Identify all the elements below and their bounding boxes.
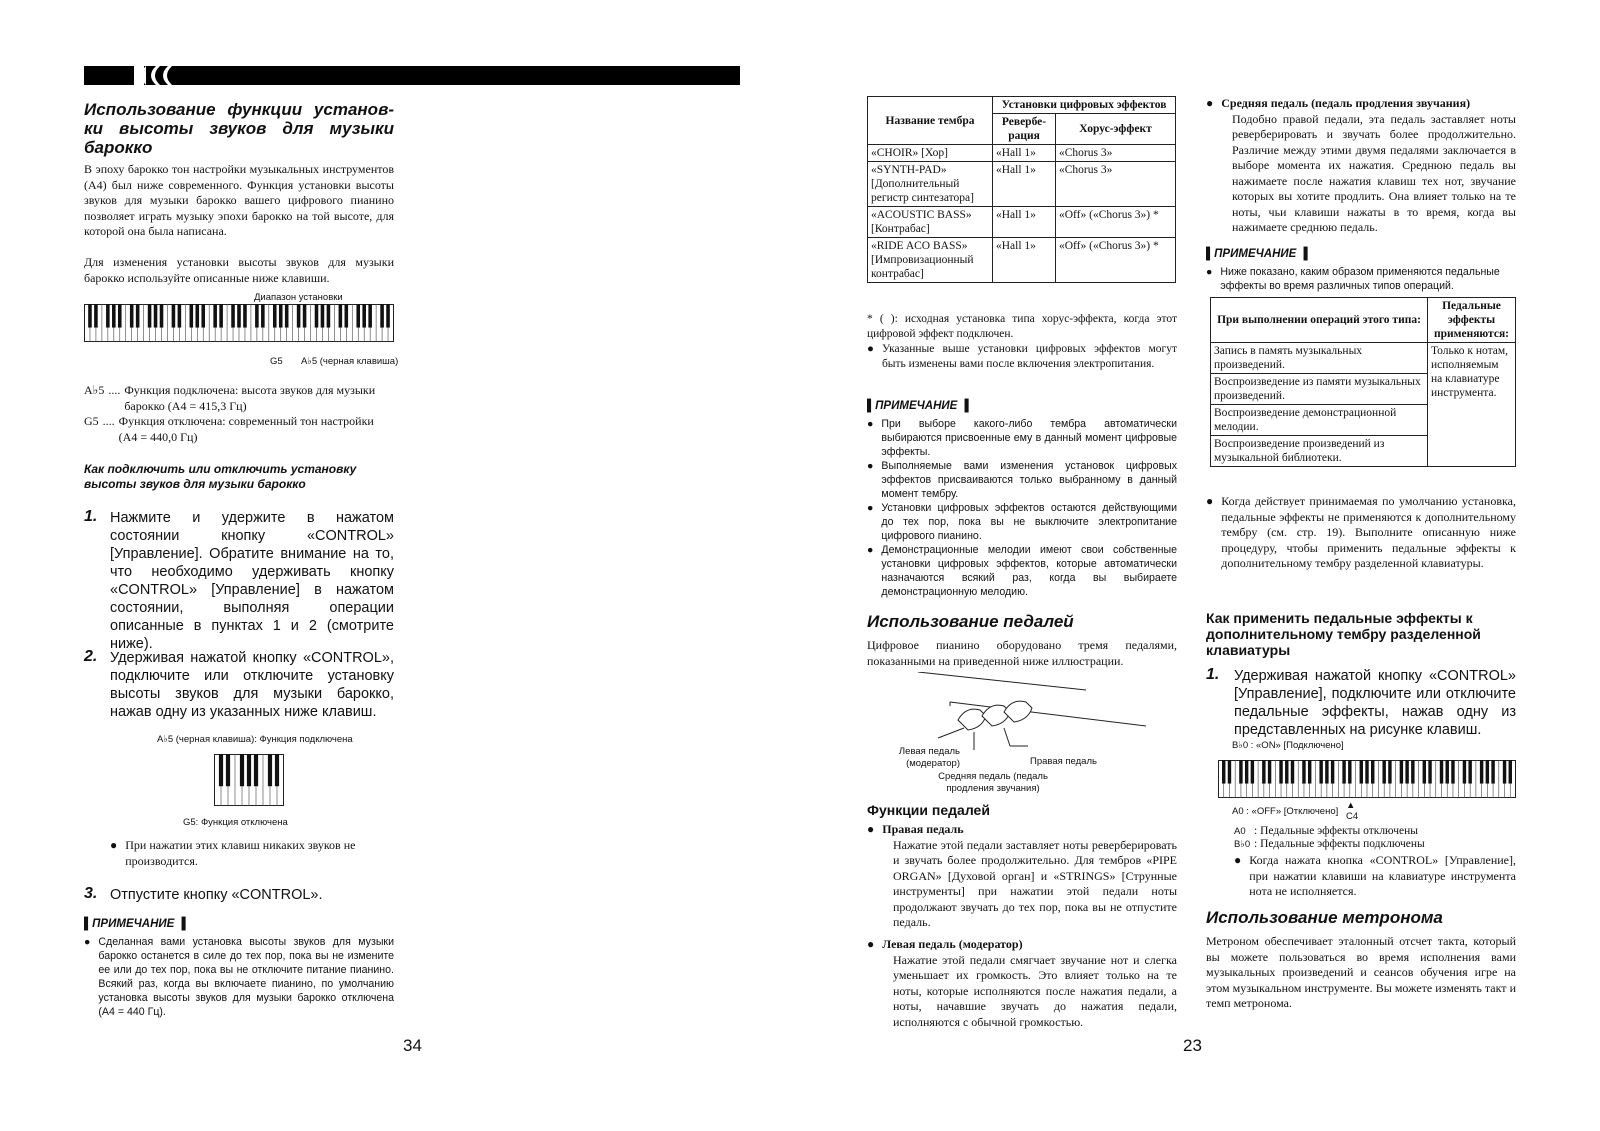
kb1-left-label: G5 bbox=[270, 356, 283, 367]
kb1-caption: Диапазон установки bbox=[254, 292, 343, 303]
kb3-c4-label: ▲ C4 bbox=[1346, 800, 1359, 822]
effects-table bbox=[867, 96, 1176, 283]
right-pedal-block: ● Правая педаль Нажатие этой педали заставляет ноты реверберировать и звучать более продолжительно. Для тембров «PIPE ORGAN» [Духовой орган] и «STRINGS» [Струнные инструменты] при нажатии этой педали ноты продолжают звучать до тех пор, пока вы не отпустите педаль. bbox=[867, 822, 1177, 929]
def-g5-key: G5 bbox=[84, 414, 99, 428]
def-g5-text: Функция отключена: современный тон настройки (А4 = 440,0 Гц) bbox=[118, 414, 374, 444]
right-step1-text: Удерживая нажатой кнопку «CONTROL» [Управление], подключите или отключите педальные эффекты, нажав одну из представленных на рисунке клавиш. bbox=[1234, 668, 1516, 738]
def-aflat5-text: Функция подключена: высота звуков для музыки барокко (А4 = 415,3 Гц) bbox=[124, 383, 376, 413]
effects-col-rev: Ревербе-рация bbox=[993, 114, 1056, 145]
header-bar-graphic bbox=[84, 66, 740, 85]
baroque-heading-line-2: ки высоты звуков для музыки bbox=[84, 119, 394, 138]
effects-col-name: Название тембра bbox=[868, 97, 993, 145]
kb2-bottom-label: G5: Функция отключена bbox=[183, 817, 288, 828]
baroque-heading-line-1: Использование функции установ- bbox=[84, 100, 394, 119]
metronome-text: Метроном обеспечивает эталонный отсчет такта, который вы можете пользоваться во время исполнения вами музыкальных произведений и сеансов обучения игре на этом музыкальном инструменте. Вы можете изменять такт и темп метронома. bbox=[1206, 934, 1516, 1010]
kb3-off-label: A0 : «OFF» [Отключено] bbox=[1232, 806, 1339, 817]
table-row: Воспроизведение из памяти музыкальных произведений. bbox=[1211, 374, 1516, 405]
effects-col-chorus: Хорус-эффект bbox=[1056, 114, 1176, 145]
effects-col-group: Установки цифровых эффектов bbox=[993, 97, 1176, 114]
kb2-bullet: ● При нажатии этих клавиш никаких звуков не производится. bbox=[110, 838, 356, 868]
mid-note-item: ● Установки цифровых эффектов остаются действующими до тех пор, пока вы не выключите электропитание цифрового пианино. bbox=[867, 502, 1177, 542]
left-note-1: ● Сделанная вами установка высоты звуков для музыки барокко останется в силе до тех пор, пока вы не измените ее или до тех пор, пока вы не отключите питание пианино. Всякий раз, когда вы включаете пианино, по умолчанию установка высоты звуков для музыки барокко отключена (А4 = 440 Гц). bbox=[84, 936, 394, 1018]
effects-table-wrap bbox=[867, 96, 1176, 283]
left-pedal-title: Левая педаль (модератор) bbox=[882, 937, 1023, 951]
step3-number: 3. bbox=[84, 885, 98, 902]
step2-text: Удерживая нажатой кнопку «CONTROL», подключите или отключите установку высоты звуков для музыки барокко, нажав одну из указанных ниже клавиш. bbox=[110, 650, 394, 720]
right-pedal-title: Правая педаль bbox=[882, 822, 964, 836]
mid-notes bbox=[867, 417, 1177, 599]
pedal-left-label: Левая педаль (модератор) bbox=[898, 746, 960, 769]
table-row: «RIDE ACO BASS» [Импровизационный контрабас] «Hall 1» «Off» («Chorus 3») * bbox=[868, 238, 1176, 283]
bullet-dot: ● bbox=[110, 838, 118, 852]
metronome-heading: Использование метронома bbox=[1206, 908, 1443, 927]
func-heading: Функции педалей bbox=[867, 802, 990, 818]
right-bullet-2: ● Когда действует принимаемая по умолчанию установка, педальные эффекты не применяются к дополнительному тембру (см. стр. 19). Выполните описанную ниже процедуру, чтобы применить педальные эффекты к дополнительному тембру разделенной клавиатуры. bbox=[1206, 494, 1516, 570]
table-row: Воспроизведение демонстрационной мелодии. bbox=[1211, 405, 1516, 436]
left-note-heading: ▌ПРИМЕЧАНИЕ ▐ bbox=[84, 918, 186, 930]
step1-text: Нажмите и удержите в нажатом состоянии кнопку «CONTROL» [Управление]. Обратите внимание на то, что необходимо удерживать кнопку «CONTROL» [Управление] в нажатом состоянии, выполняя операции описанные в пунктах 1 и 2 (смотрите ниже). bbox=[110, 510, 394, 652]
def-g5: G5 .... Функция отключена: современный тон настройки (А4 = 440,0 Гц) bbox=[84, 414, 394, 445]
mid-note-item: ● При выборе какого-либо тембра автоматически выбираются присвоенные ему в данный момент цифровые эффекты. bbox=[867, 418, 1177, 458]
step2-number: 2. bbox=[84, 648, 98, 665]
right-note-heading: ▌ПРИМЕЧАНИЕ ▐ bbox=[1206, 248, 1308, 260]
kb2-keyboard bbox=[214, 754, 284, 811]
page-number-right: 23 bbox=[1183, 1036, 1202, 1055]
left-pedal-text: Нажатие этой педали смягчает звучание нот и слегка уменьшает их громкость. Это влияет только на те ноты, которые исполняются после нажатия педали, а ноты, начавшие звучать до нажатия педали, исполняются с обычной громкостью. bbox=[893, 952, 1177, 1029]
right-note-1: ● Ниже показано, каким образом применяются педальные эффекты во время различных типов операций. bbox=[1206, 266, 1500, 292]
table-row: Запись в память музыкальных произведений. Только к нотам, исполняемым на клавиатуре инструмента. bbox=[1211, 343, 1516, 374]
kb1-right-label: A♭5 (черная клавиша) bbox=[301, 356, 399, 367]
pedal-right-label: Правая педаль bbox=[1030, 756, 1097, 767]
pedal-heading: Использование педалей bbox=[867, 612, 1074, 631]
mid-note-heading: ▌ПРИМЕЧАНИЕ ▐ bbox=[867, 400, 969, 412]
baroque-intro-2: Для изменения установки высоты звуков для музыки барокко используйте описанные ниже клавиши. bbox=[84, 255, 394, 285]
def-aflat5-key: A♭5 bbox=[84, 383, 105, 397]
pedal-ops-table-wrap bbox=[1210, 297, 1516, 467]
kb1-keyboard bbox=[84, 304, 394, 347]
kb3-on-label: B♭0 : «ON» [Подключено] bbox=[1232, 740, 1344, 751]
split-subheading: Как применить педальные эффекты к дополнительному тембру разделенной клавиатуры bbox=[1206, 610, 1481, 658]
table-row: «SYNTH-PAD» [Дополнительный регистр синтезатора] «Hall 1» «Chorus 3» bbox=[868, 162, 1176, 207]
pedal-intro: Цифровое пианино оборудовано тремя педалями, показанными на приведенной ниже иллюстрации. bbox=[867, 638, 1177, 668]
pedal-ops-table bbox=[1210, 297, 1516, 467]
mid-note-item: ● Выполняемые вами изменения установок цифровых эффектов присваиваются только выбранному в данный момент тембру. bbox=[867, 460, 1177, 500]
mid-note-item: ● Демонстрационные мелодии имеют свои собственные установки цифровых эффектов, которые автоматически назначаются всякий раз, когда вы выбираете демонстрационную мелодию. bbox=[867, 544, 1177, 598]
kb3-legend: A0 : Педальные эффекты отключены B♭0 : Педальные эффекты подключены bbox=[1234, 825, 1425, 850]
pedal-mid-label: Средняя педаль (педаль продления звучания) bbox=[938, 771, 1048, 794]
effects-bullet: ● Указанные выше установки цифровых эффектов могут быть изменены вами после включения электропитания. bbox=[867, 343, 1177, 370]
page-number-left: 34 bbox=[403, 1036, 422, 1055]
ops-col-eff: Педальные эффекты применяются: bbox=[1428, 298, 1516, 343]
right-step1-number: 1. bbox=[1206, 666, 1220, 683]
table-row: Воспроизведение произведений из музыкальной библиотеки. bbox=[1211, 436, 1516, 467]
def-aflat5: A♭5 .... Функция подключена: высота звуков для музыки барокко (А4 = 415,3 Гц) bbox=[84, 383, 394, 414]
step1-number: 1. bbox=[84, 508, 98, 525]
table-row: «ACOUSTIC BASS» [Контрабас] «Hall 1» «Off» («Chorus 3») * bbox=[868, 207, 1176, 238]
mid-pedal-block: ● Средняя педаль (педаль продления звучания) Подобно правой педали, эта педаль заставляет ноты реверберировать и звучать более продолжительно. Различие между этими двумя педалями заключается в выборе момента их нажатия. Среднюю педаль вы нажимаете после нажатия клавиш тех нот, звучание которых вы хотите продлить. Она влияет только на те ноты, чьи клавиши нажаты в то время, когда вы нажимаете среднюю педаль. bbox=[1206, 96, 1516, 234]
baroque-heading-line-3: барокко bbox=[84, 138, 153, 157]
step3-text: Отпустите кнопку «CONTROL». bbox=[110, 887, 323, 903]
baroque-subheading: Как подключить или отключить установку высоты звуков для музыки барокко bbox=[84, 462, 357, 491]
baroque-heading bbox=[84, 100, 394, 157]
ops-col-op: При выполнении операций этого типа: bbox=[1211, 298, 1428, 343]
kb2-top-label: A♭5 (черная клавиша): Функция подключена bbox=[157, 734, 353, 745]
right-pedal-text: Нажатие этой педали заставляет ноты реверберировать и звучать более продолжительно. Для тембров «PIPE ORGAN» [Духовой орган] и «STRINGS» [Струнные инструменты] при нажатии этой педали ноты продолжают звучать до тех пор, пока вы не отпустите педаль. bbox=[893, 837, 1177, 929]
header-bar bbox=[84, 66, 740, 85]
right-bullet-3: ● Когда нажата кнопка «CONTROL» [Управление], при нажатии клавиши на клавиатуре инструмента нота не исполняется. bbox=[1234, 853, 1516, 898]
mid-pedal-title: Средняя педаль (педаль продления звучания) bbox=[1221, 96, 1471, 110]
baroque-intro: В эпоху барокко тон настройки музыкальных инструментов (A4) был ниже современного. Функция установки высоты звуков для музыки барокко вашего цифрового пианино позволяет играть музыку эпохи барокко на той высоте, для которой она была написана. bbox=[84, 162, 394, 238]
kb3-keyboard bbox=[1218, 760, 1516, 803]
ops-answer: Только к нотам, исполняемым на клавиатуре инструмента. bbox=[1428, 343, 1516, 467]
effects-footnote: * ( ): исходная установка типа хорус-эффекта, когда этот цифровой эффект подключен. bbox=[867, 313, 1177, 340]
mid-pedal-text: Подобно правой педали, эта педаль заставляет ноты реверберировать и звучать более продолжительно. Различие между этими двумя педалями заключается в выборе момента их нажатия. Среднюю педаль вы нажимаете после нажатия клавиш тех нот, звучание которых вы хотите продлить. Она влияет только на те ноты, чьи клавиши нажаты в то время, когда вы нажимаете среднюю педаль. bbox=[1232, 111, 1516, 234]
table-row: «CHOIR» [Хор] «Hall 1» «Chorus 3» bbox=[868, 145, 1176, 162]
left-pedal-block: ● Левая педаль (модератор) Нажатие этой педали смягчает звучание нот и слегка уменьшает их громкость. Это влияет только на те ноты, которые исполняются после нажатия педали, а ноты, начавшие звучать до нажатия педали, исполняются с обычной громкостью. bbox=[867, 937, 1177, 1029]
